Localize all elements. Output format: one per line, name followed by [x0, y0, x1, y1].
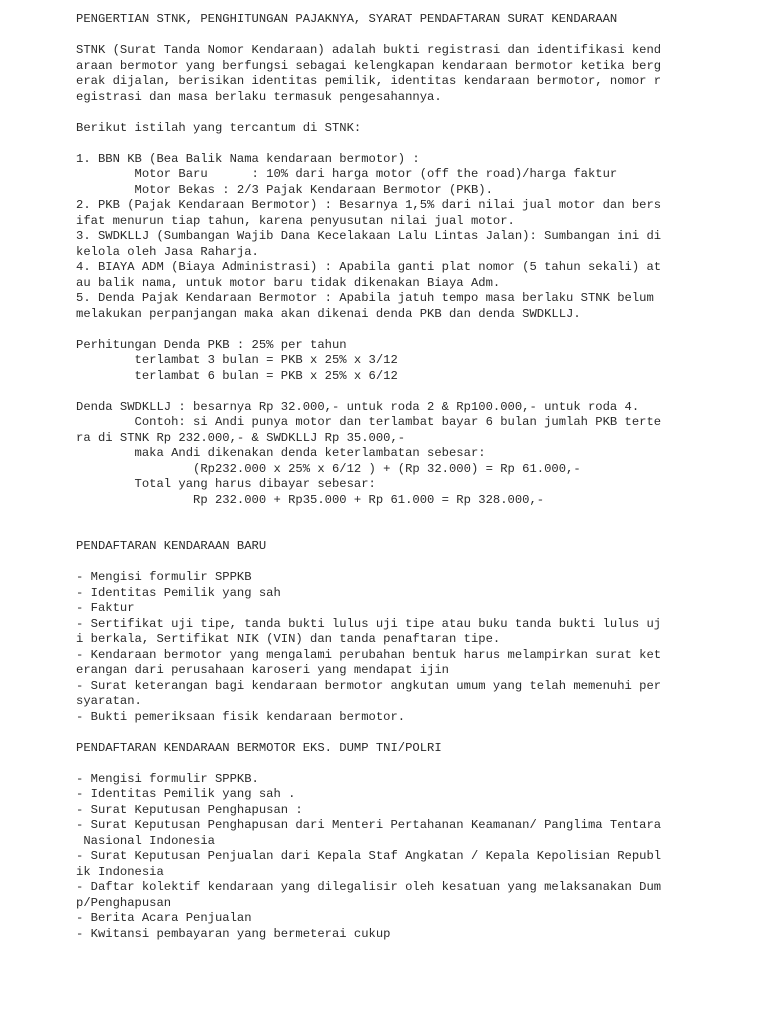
text-line: Rp 232.000 + Rp35.000 + Rp 61.000 = Rp 328.000,- — [76, 492, 545, 507]
text-line: Motor Baru : 10% dari harga motor (off the road)/harga faktur — [76, 167, 618, 181]
text-line: terlambat 6 bulan = PKB x 25% x 6/12 — [76, 368, 398, 383]
text-line: Denda SWDKLLJ : besarnya Rp 32.000,- untuk roda 2 & Rp100.000,- untuk roda 4. — [76, 399, 640, 414]
text-line — [76, 384, 676, 400]
text-line: STNK (Surat Tanda Nomor Kendaraan) adalah bukti registrasi dan identifikasi kend — [76, 43, 662, 57]
text-line: au balik nama, untuk motor baru tidak dikenakan Biaya Adm. — [76, 275, 501, 290]
text-line: Perhitungan Denda PKB : 25% per tahun — [76, 337, 347, 352]
text-line: - Surat Keputusan Penjualan dari Kepala Staf Angkatan / Kepala Kepolisian Republ — [76, 849, 662, 863]
text-line: - Surat keterangan bagi kendaraan bermotor angkutan umum yang telah memenuhi per — [76, 678, 662, 693]
text-line: ifat menurun tiap tahun, karena penyusutan nilai jual motor. — [76, 213, 515, 228]
text-line — [76, 508, 676, 524]
text-line: syaratan. — [76, 694, 142, 708]
text-line: terlambat 3 bulan = PKB x 25% x 3/12 — [76, 353, 398, 367]
text-line: - Mengisi formulir SPPKB. — [76, 771, 259, 786]
text-line: - Daftar kolektif kendaraan yang dilegalisir oleh kesatuan yang melaksanakan Dum — [76, 880, 662, 894]
text-line: - Faktur — [76, 601, 135, 615]
text-line: 5. Denda Pajak Kendaraan Bermotor : Apabila jatuh tempo masa berlaku STNK belum — [76, 291, 654, 305]
text-line: egistrasi dan masa berlaku termasuk pengesahannya. — [76, 89, 442, 104]
text-line: - Berita Acara Penjualan — [76, 911, 252, 925]
text-line: Motor Bekas : 2/3 Pajak Kendaraan Bermotor (PKB). — [76, 182, 493, 197]
text-line: 4. BIAYA ADM (Biaya Administrasi) : Apabila ganti plat nomor (5 tahun sekali) at — [76, 260, 662, 274]
text-line: - Bukti pemeriksaan fisik kendaraan bermotor. — [76, 709, 406, 724]
text-line — [76, 756, 676, 772]
text-line: - Identitas Pemilik yang sah — [76, 585, 281, 600]
text-line: PENDAFTARAN KENDARAAN BERMOTOR EKS. DUMP TNI/POLRI — [76, 740, 442, 755]
text-line — [76, 322, 676, 338]
text-line: (Rp232.000 x 25% x 6/12 ) + (Rp 32.000) = Rp 61.000,- — [76, 461, 581, 476]
text-line: Nasional Indonesia — [76, 833, 215, 848]
text-line: - Mengisi formulir SPPKB — [76, 570, 252, 584]
text-line: 2. PKB (Pajak Kendaraan Bermotor) : Besarnya 1,5% dari nilai jual motor dan bers — [76, 198, 662, 212]
text-line: 3. SWDKLLJ (Sumbangan Wajib Dana Kecelakaan Lalu Lintas Jalan): Sumbangan ini di — [76, 229, 662, 243]
text-line: Berikut istilah yang tercantum di STNK: — [76, 120, 362, 135]
text-line: araan bermotor yang berfungsi sebagai kelengkapan kendaraan bermotor ketika berg — [76, 58, 662, 73]
text-line: - Identitas Pemilik yang sah . — [76, 787, 296, 801]
text-line — [76, 136, 676, 152]
text-line: kelola oleh Jasa Raharja. — [76, 244, 259, 259]
text-line — [76, 524, 676, 540]
text-line: - Surat Keputusan Penghapusan dari Menteri Pertahanan Keamanan/ Panglima Tentara — [76, 818, 662, 832]
text-line: erangan dari perusahaan karoseri yang mendapat ijin — [76, 663, 449, 677]
text-line: ra di STNK Rp 232.000,- & SWDKLLJ Rp 35.000,- — [76, 430, 406, 445]
text-line: Total yang harus dibayar sebesar: — [76, 477, 376, 491]
text-line: - Sertifikat uji tipe, tanda bukti lulus uji tipe atau buku tanda bukti lulus uj — [76, 616, 662, 631]
text-line: 1. BBN KB (Bea Balik Nama kendaraan bermotor) : — [76, 151, 420, 166]
text-line: PENGERTIAN STNK, PENGHITUNGAN PAJAKNYA, SYARAT PENDAFTARAN SURAT KENDARAAN — [76, 12, 618, 26]
text-line: maka Andi dikenakan denda keterlambatan sebesar: — [76, 446, 486, 460]
text-line — [76, 105, 676, 121]
text-line: PENDAFTARAN KENDARAAN BARU — [76, 539, 267, 553]
document-text — [76, 12, 676, 942]
text-line: melakukan perpanjangan maka akan dikenai denda PKB dan denda SWDKLLJ. — [76, 306, 581, 321]
text-line: - Kendaraan bermotor yang mengalami perubahan bentuk harus melampirkan surat ket — [76, 647, 662, 662]
text-line: Contoh: si Andi punya motor dan terlambat bayar 6 bulan jumlah PKB terte — [76, 415, 662, 429]
text-line: p/Penghapusan — [76, 895, 172, 910]
text-line — [76, 725, 676, 741]
text-line: ik Indonesia — [76, 864, 164, 879]
text-line: erak dijalan, berisikan identitas pemilik, identitas kendaraan bermotor, nomor r — [76, 74, 662, 88]
text-line — [76, 28, 676, 44]
text-line: - Kwitansi pembayaran yang bermeterai cukup — [76, 926, 391, 941]
text-line: - Surat Keputusan Penghapusan : — [76, 802, 303, 817]
text-line — [76, 555, 676, 571]
text-line: i berkala, Sertifikat NIK (VIN) dan tanda penaftaran tipe. — [76, 632, 501, 646]
